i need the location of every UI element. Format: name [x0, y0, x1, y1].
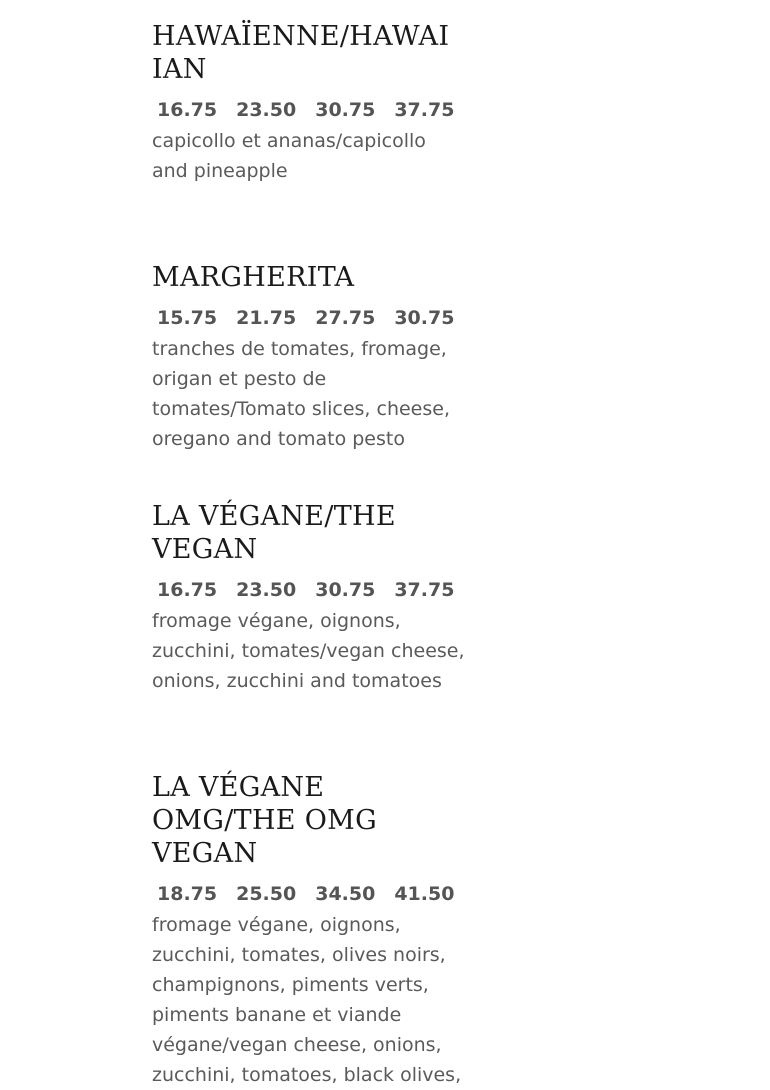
desc-line: piments banane et viande — [152, 1004, 402, 1026]
price-medium: 25.50 — [236, 883, 297, 905]
desc-line: champignons, piments verts, — [152, 974, 429, 996]
title-line: VEGAN — [152, 838, 258, 869]
price-small: 16.75 — [157, 99, 218, 121]
desc-line: onions, zucchini and tomatoes — [152, 670, 442, 692]
desc-line: zucchini, tomates, olives noirs, — [152, 944, 446, 966]
price-row — [152, 96, 497, 124]
title-line: LA VÉGANE — [152, 772, 325, 803]
item-description — [152, 334, 497, 454]
item-title — [152, 500, 472, 566]
price-row — [152, 880, 497, 908]
price-small: 18.75 — [157, 883, 218, 905]
title-line: OMG/THE OMG — [152, 805, 377, 836]
desc-line: oregano and tomato pesto — [152, 428, 405, 450]
menu-item-margherita — [152, 261, 497, 454]
item-description — [152, 126, 497, 186]
desc-line: and pineapple — [152, 160, 288, 182]
title-line: LA VÉGANE/THE — [152, 501, 396, 532]
desc-line: végane/vegan cheese, onions, — [152, 1034, 442, 1056]
price-small: 15.75 — [157, 307, 218, 329]
price-large: 34.50 — [315, 883, 376, 905]
price-xlarge: 41.50 — [394, 883, 455, 905]
price-large: 30.75 — [315, 579, 376, 601]
desc-line: fromage végane, oignons, — [152, 610, 401, 632]
price-xlarge: 37.75 — [394, 579, 455, 601]
desc-line: zucchini, tomatoes, black olives, — [152, 1064, 462, 1086]
item-title — [152, 20, 472, 86]
price-medium: 21.75 — [236, 307, 297, 329]
desc-line: zucchini, tomates/vegan cheese, — [152, 640, 465, 662]
title-line: VEGAN — [152, 534, 258, 565]
title-line: IAN — [152, 54, 207, 85]
price-xlarge: 30.75 — [394, 307, 455, 329]
price-large: 27.75 — [315, 307, 376, 329]
price-row — [152, 576, 497, 604]
price-row — [152, 304, 497, 332]
menu-item-omg-vegan — [152, 771, 497, 1090]
desc-line: tomates/Tomato slices, cheese, — [152, 398, 450, 420]
menu-item-vegan — [152, 500, 497, 696]
item-title — [152, 261, 472, 294]
desc-line: capicollo et ananas/capicollo — [152, 130, 426, 152]
desc-line: origan et pesto de — [152, 368, 327, 390]
title-line: MARGHERITA — [152, 262, 355, 293]
price-small: 16.75 — [157, 579, 218, 601]
menu-item-hawaiian — [152, 20, 497, 186]
price-large: 30.75 — [315, 99, 376, 121]
price-medium: 23.50 — [236, 99, 297, 121]
item-title — [152, 771, 472, 870]
item-description — [152, 910, 497, 1090]
title-line: HAWAÏENNE/HAWAI — [152, 21, 450, 52]
price-xlarge: 37.75 — [394, 99, 455, 121]
price-medium: 23.50 — [236, 579, 297, 601]
desc-line: tranches de tomates, fromage, — [152, 338, 447, 360]
item-description — [152, 606, 497, 696]
desc-line: fromage végane, oignons, — [152, 914, 401, 936]
